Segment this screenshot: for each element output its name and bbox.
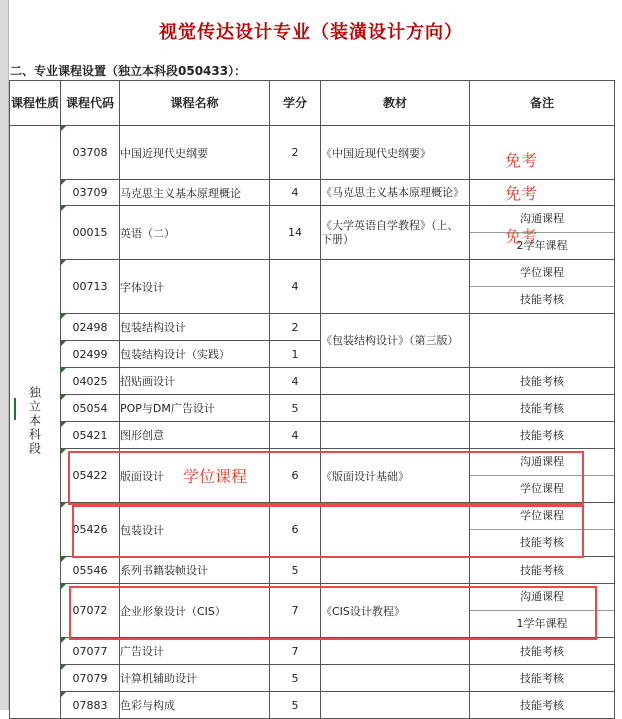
textbook-cell [321,395,470,422]
textbook-cell [321,557,470,584]
name-cell: 英语（二） [120,206,270,260]
remarks-cell: 技能考核 [470,692,615,719]
code-cell: 04025 [61,368,120,395]
credit-cell: 2 [270,314,321,341]
table-row [10,422,615,449]
header-name: 课程名称 [120,81,270,126]
header-row [10,81,615,126]
credit-cell: 5 [270,557,321,584]
annotation-exempt: 免考 [505,184,538,203]
textbook-cell [321,368,470,395]
page-title: 视觉传达设计专业（装潢设计方向） [159,22,463,43]
name-cell: 广告设计 [120,638,270,665]
remarks-cell: 技能考核 [470,395,615,422]
table-row [10,557,615,584]
credit-cell: 2 [270,126,321,180]
code-cell: 05421 [61,422,120,449]
remark-line: 技能考核 [470,286,614,313]
textbook-cell [321,260,470,314]
remarks-cell [470,180,615,206]
row-gutter [0,0,9,710]
code-cell: 05426 [61,503,120,557]
code-cell: 07077 [61,638,120,665]
name-cell: 包装结构设计（实践） [120,341,270,368]
header-textbook: 教材 [321,81,470,126]
remarks-cell: 技能考核 [470,638,615,665]
textbook-cell: 《马克思主义基本原理概论》 [321,180,470,206]
remark-line: 1学年课程 [470,610,614,637]
header-code: 课程代码 [61,81,120,126]
remarks-cell [470,314,615,368]
remarks-cell: 技能考核 [470,422,615,449]
textbook-cell [321,638,470,665]
table-row [10,395,615,422]
remarks-cell: 技能考核 [470,557,615,584]
code-cell: 02498 [61,314,120,341]
code-cell: 07883 [61,692,120,719]
name-cell: 包装结构设计 [120,314,270,341]
code-cell: 03708 [61,126,120,180]
name-cell: 版面设计 [120,449,270,503]
name-cell: POP与DM广告设计 [120,395,270,422]
credit-cell: 7 [270,638,321,665]
name-cell: 企业形象设计（CIS） [120,584,270,638]
credit-cell: 4 [270,422,321,449]
credit-cell: 14 [270,206,321,260]
code-cell: 05546 [61,557,120,584]
textbook-cell: 《版面设计基础》 [321,449,470,503]
table-row [10,692,615,719]
name-cell: 马克思主义基本原理概论 [120,180,270,206]
remarks-cell [470,126,615,180]
annotation-degree-course: 学位课程 [183,467,248,486]
credit-cell: 4 [270,368,321,395]
textbook-cell: 《大学英语自学教程》（上、下册） [321,206,470,260]
highlight-box-05426 [72,505,584,558]
cell-marker [14,398,16,420]
remark-line: 沟通课程 [520,212,564,225]
header-credit: 学分 [270,81,321,126]
credit-cell: 1 [270,341,321,368]
table-row [10,314,615,341]
code-cell: 07079 [61,665,120,692]
header-type: 课程性质 [10,81,61,126]
remark-line: 学位课程 [520,509,564,522]
credit-cell: 5 [270,395,321,422]
credit-cell: 7 [270,584,321,638]
textbook-cell [321,422,470,449]
remark-line: 学位课程 [470,475,614,502]
credit-cell: 5 [270,665,321,692]
course-type-cell [10,126,61,719]
textbook-cell [321,692,470,719]
name-cell: 图形创意 [120,422,270,449]
name-cell: 中国近现代史纲要 [120,126,270,180]
textbook-cell: 《包装结构设计》（第三版） [321,314,470,368]
remark-line: 学位课程 [520,266,564,279]
name-cell: 系列书籍装帧设计 [120,557,270,584]
header-remarks: 备注 [470,81,615,126]
remarks-cell: 技能考核 [470,665,615,692]
table-row [10,260,615,314]
name-cell: 字体设计 [120,260,270,314]
credit-cell: 4 [270,180,321,206]
code-cell: 00713 [61,260,120,314]
name-cell: 计算机辅助设计 [120,665,270,692]
remark-line: 沟通课程 [520,590,564,603]
highlight-box-07072 [69,586,597,640]
credit-cell: 5 [270,692,321,719]
name-cell: 招贴画设计 [120,368,270,395]
remark-line: 技能考核 [470,529,614,556]
annotation-exempt: 免考 [505,151,538,170]
textbook-cell: 《中国近现代史纲要》 [321,126,470,180]
annotation-exempt: 免考 [505,227,538,246]
section-heading: 二、专业课程设置（独立本科段050433）： [10,64,247,78]
remarks-cell: 技能考核 [470,368,615,395]
code-cell: 02499 [61,341,120,368]
credit-cell: 4 [270,260,321,314]
code-cell: 07072 [61,584,120,638]
name-cell: 包装设计 [120,503,270,557]
table-row [10,368,615,395]
code-cell: 00015 [61,206,120,260]
textbook-cell: 《CIS设计教程》 [321,584,470,638]
code-cell: 05054 [61,395,120,422]
table-row [10,638,615,665]
remark-line: 沟通课程 [520,455,564,468]
course-type-label: 独立本科段 [27,385,42,456]
credit-cell: 6 [270,449,321,503]
code-cell: 03709 [61,180,120,206]
remarks-cell [470,206,615,260]
remarks-cell [470,260,615,314]
table-row [10,665,615,692]
remark-line: 2学年课程 [470,232,614,259]
credit-cell: 6 [270,503,321,557]
textbook-cell [321,665,470,692]
code-cell: 05422 [61,449,120,503]
highlight-box-05422 [68,451,584,505]
name-cell: 色彩与构成 [120,692,270,719]
